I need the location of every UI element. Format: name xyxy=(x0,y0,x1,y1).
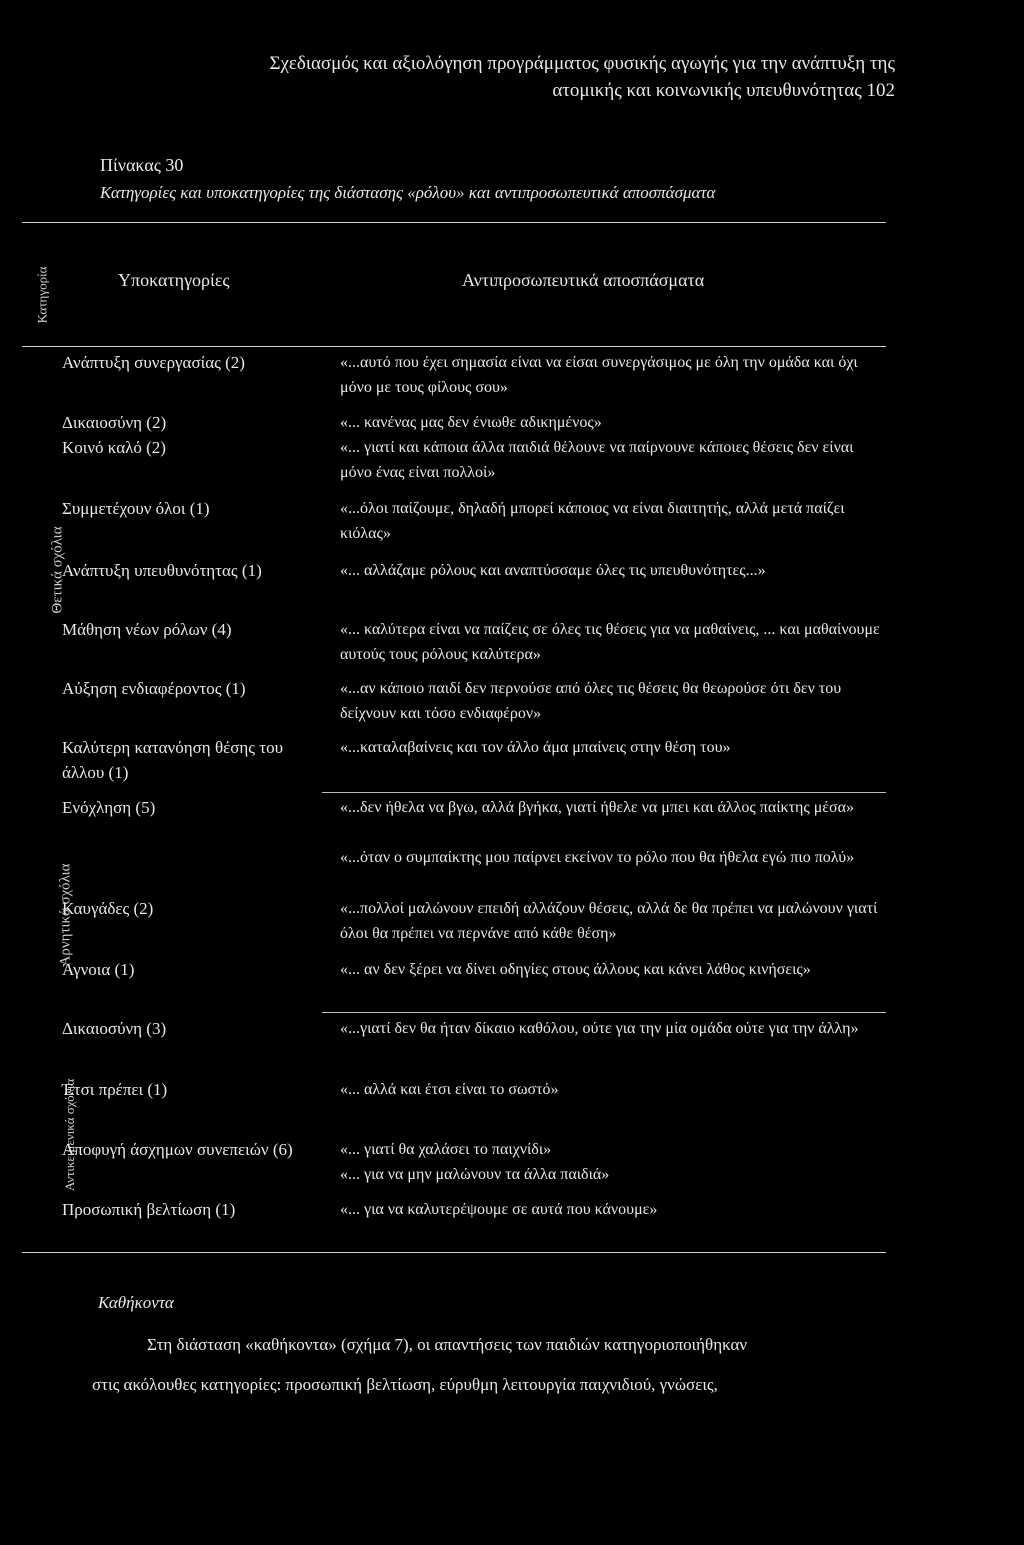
excerpt: «...αυτό που έχει σημασία είναι να είσαι συνεργάσιμος με όλη την ομάδα και όχι μόνο με τους φίλους σου» xyxy=(340,354,858,396)
excerpt: «... γιατί και κάποια άλλα παιδιά θέλουνε να παίρνουνε κάποιες θέσεις δεν είναι μόνο ένας είναι πολλοί» xyxy=(340,439,854,481)
subcategory: Έτσι πρέπει (1) xyxy=(62,1080,168,1099)
group-divider-negative-objective xyxy=(322,1012,886,1013)
section-title: Καθήκοντα xyxy=(98,1293,174,1312)
body-paragraph xyxy=(92,1325,892,1405)
excerpt: «...γιατί δεν θα ήταν δίκαιο καθόλου, ούτε για την μία ομάδα ούτε για την άλλη» xyxy=(340,1020,859,1037)
excerpt: «...καταλαβαίνεις και τον άλλο άμα μπαίνεις στην θέση του» xyxy=(340,739,731,756)
table-caption: Κατηγορίες και υποκατηγορίες της διάστασης «ρόλου» και αντιπροσωπευτικά αποσπάσματα xyxy=(100,183,716,202)
category-positive: Θετικά σχόλια xyxy=(49,526,66,614)
excerpt: «... αλλά και έτσι είναι το σωστό» xyxy=(340,1081,559,1098)
excerpt: «... αν δεν ξέρει να δίνει οδηγίες στους άλλους και κάνει λάθος κινήσεις» xyxy=(340,961,811,978)
excerpt: «... για να μην μαλώνουν τα άλλα παιδιά» xyxy=(340,1166,610,1183)
category-negative: Αρνητικά σχόλια xyxy=(57,863,74,967)
excerpt: «...δεν ήθελα να βγω, αλλά βγήκα, γιατί ήθελε να μπει και άλλος παίκτης μέσα» xyxy=(340,799,855,816)
subcategory: Κοινό καλό (2) xyxy=(62,438,166,457)
subcategory: Ενόχληση (5) xyxy=(62,798,156,817)
group-divider-positive-negative xyxy=(322,792,886,793)
subcategory: Δικαιοσύνη (3) xyxy=(62,1019,167,1038)
subcategory: Καλύτερη κατανόηση θέσης του άλλου (1) xyxy=(62,738,284,782)
page-header xyxy=(110,50,895,104)
excerpt: «...πολλοί μαλώνουν επειδή αλλάζουν θέσεις, αλλά δε θα πρέπει να μαλώνουν γιατί όλοι θα πρέπει να περνάνε από κάθε θέση» xyxy=(340,900,878,942)
excerpts-column-header: Αντιπροσωπευτικά αποσπάσματα xyxy=(462,270,705,290)
subcategory: Μάθηση νέων ρόλων (4) xyxy=(62,620,232,639)
table-bottom-rule xyxy=(22,1252,886,1253)
header-line-2: ατομικής και κοινωνικής υπευθυνότητας 102 xyxy=(552,80,895,101)
paragraph-line-1: Στη διάσταση «καθήκοντα» (σχήμα 7), οι απαντήσεις των παιδιών κατηγοριοποιήθηκαν xyxy=(147,1335,748,1354)
subcategory: Ανάπτυξη υπευθυνότητας (1) xyxy=(62,561,262,580)
excerpt: «...αν κάποιο παιδί δεν περνούσε από όλες τις θέσεις θα θεωρούσε ότι δεν του δείχνουν και τόσο ενδιαφέρον» xyxy=(340,680,842,722)
excerpt: «... καλύτερα είναι να παίζεις σε όλες τις θέσεις για να μαθαίνεις, ... και μαθαίνουμε αυτούς τους ρόλους καλύτερα» xyxy=(340,621,880,663)
excerpt: «... για να καλυτερέψουμε σε αυτά που κάνουμε» xyxy=(340,1201,658,1218)
subcategory: Δικαιοσύνη (2) xyxy=(62,413,167,432)
subcategory: Προσωπική βελτίωση (1) xyxy=(62,1200,236,1219)
table-label: Πίνακας 30 xyxy=(100,155,184,175)
table-top-rule xyxy=(22,222,886,223)
category-column-header: Κατηγορία xyxy=(34,266,50,324)
excerpt: «... γιατί θα χαλάσει το παιχνίδι» xyxy=(340,1141,552,1158)
excerpt: «...όλοι παίζουμε, δηλαδή μπορεί κάποιος να είναι διαιτητής, αλλά μετά παίζει κιόλας» xyxy=(340,500,845,542)
subcategory: Αποφυγή άσχημων συνεπειών (6) xyxy=(62,1140,293,1159)
excerpt: «...όταν ο συμπαίκτης μου παίρνει εκείνον το ρόλο που θα ήθελα εγώ πιο πολύ» xyxy=(340,849,855,866)
category-objective: Αντικειμενικά σχόλια xyxy=(62,1078,78,1192)
header-line-1: Σχεδιασμός και αξιολόγηση προγράμματος φυσικής αγωγής για την ανάπτυξη της xyxy=(269,53,895,74)
subcategory: Καυγάδες (2) xyxy=(62,899,154,918)
subcategory: Αύξηση ενδιαφέροντος (1) xyxy=(62,679,246,698)
paragraph-line-2: στις ακόλουθες κατηγορίες: προσωπική βελτίωση, εύρυθμη λειτουργία παιχνιδιού, γνώσεις, xyxy=(92,1375,718,1394)
subcategories-column-header: Υποκατηγορίες xyxy=(118,270,230,290)
excerpt: «... αλλάζαμε ρόλους και αναπτύσσαμε όλες τις υπευθυνότητες...» xyxy=(340,562,766,579)
subcategory: Ανάπτυξη συνεργασίας (2) xyxy=(62,353,245,372)
excerpt: «... κανένας μας δεν ένιωθε αδικημένος» xyxy=(340,414,602,431)
subcategory: Άγνοια (1) xyxy=(62,960,135,979)
header-bottom-rule xyxy=(22,346,886,347)
subcategory: Συμμετέχουν όλοι (1) xyxy=(62,499,210,518)
